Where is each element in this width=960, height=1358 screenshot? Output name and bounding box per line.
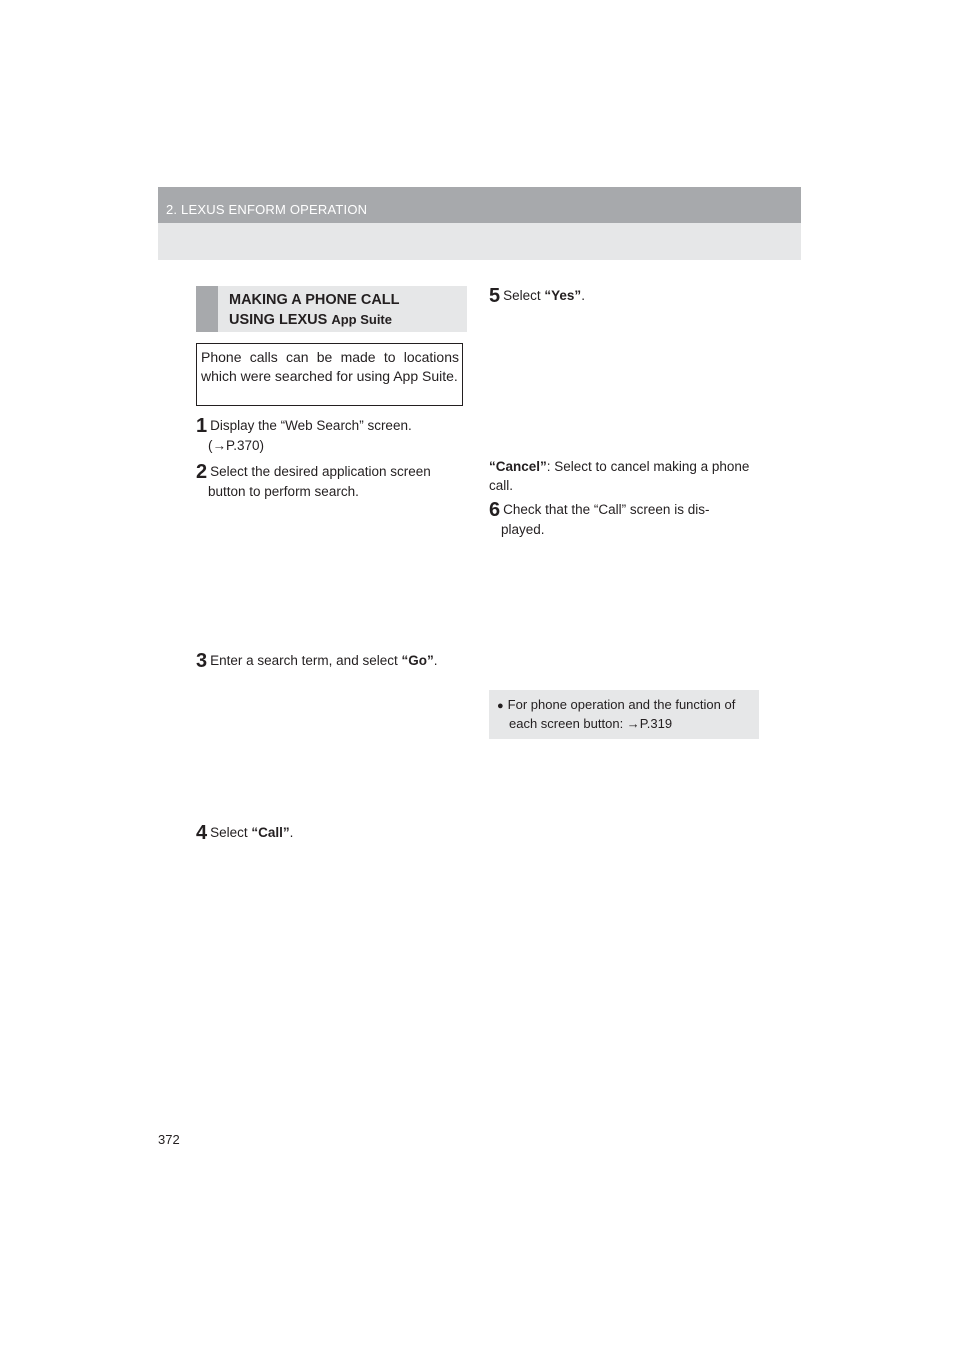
info-text-cont: each screen button: →P.319	[509, 716, 673, 731]
topic-bar	[196, 286, 218, 332]
step-4: 4 Select “Call”.	[196, 822, 294, 844]
topic-title	[229, 291, 400, 330]
section-header	[158, 187, 801, 223]
header-band	[158, 223, 801, 260]
section-title: 2. LEXUS ENFORM OPERATION	[166, 202, 368, 217]
info-note	[489, 690, 759, 739]
step-number: 3	[196, 650, 208, 672]
step-text: Enter a search term, and select	[210, 653, 402, 668]
topic-title-line2: USING LEXUS	[229, 312, 332, 328]
cancel-label: “Cancel”	[489, 459, 547, 474]
page-number: 372	[158, 1132, 180, 1147]
step-text: Check that the “Call” screen is dis-	[503, 502, 710, 517]
step-2	[196, 462, 471, 501]
cancel-text: : Select to cancel making a phone call.	[489, 459, 750, 493]
step-text-cont: (→P.370)	[208, 438, 265, 453]
step-3: 3 Enter a search term, and select “Go”.	[196, 650, 438, 672]
step-number: 4	[196, 822, 208, 844]
topic-heading	[196, 286, 467, 332]
bullet-icon: ●	[497, 700, 504, 712]
yes-label: “Yes”	[544, 288, 582, 303]
step-text: Select the desired application screen	[210, 464, 431, 479]
topic-title-app-suite: App Suite	[331, 312, 392, 327]
step-text: Display the “Web Search” screen.	[210, 418, 412, 433]
call-label: “Call”	[251, 825, 290, 840]
step-text-cont: played.	[501, 522, 545, 537]
step-number: 1	[196, 415, 208, 437]
step-text-cont: button to perform search.	[208, 484, 359, 499]
topic-title-line1: MAKING A PHONE CALL	[229, 292, 400, 308]
step-text: Select	[503, 288, 545, 303]
step-number: 5	[489, 285, 501, 307]
step-6	[489, 500, 764, 539]
step-number: 6	[489, 499, 501, 521]
intro-box: Phone calls can be made to locations which were searched for using App Suite.	[196, 343, 463, 406]
step-text: Select	[210, 825, 252, 840]
go-label: “Go”	[401, 653, 434, 668]
cancel-note	[489, 457, 761, 495]
info-text: For phone operation and the function of	[507, 697, 736, 712]
step-1	[196, 416, 466, 455]
step-5: 5 Select “Yes”.	[489, 285, 585, 307]
step-number: 2	[196, 461, 208, 483]
